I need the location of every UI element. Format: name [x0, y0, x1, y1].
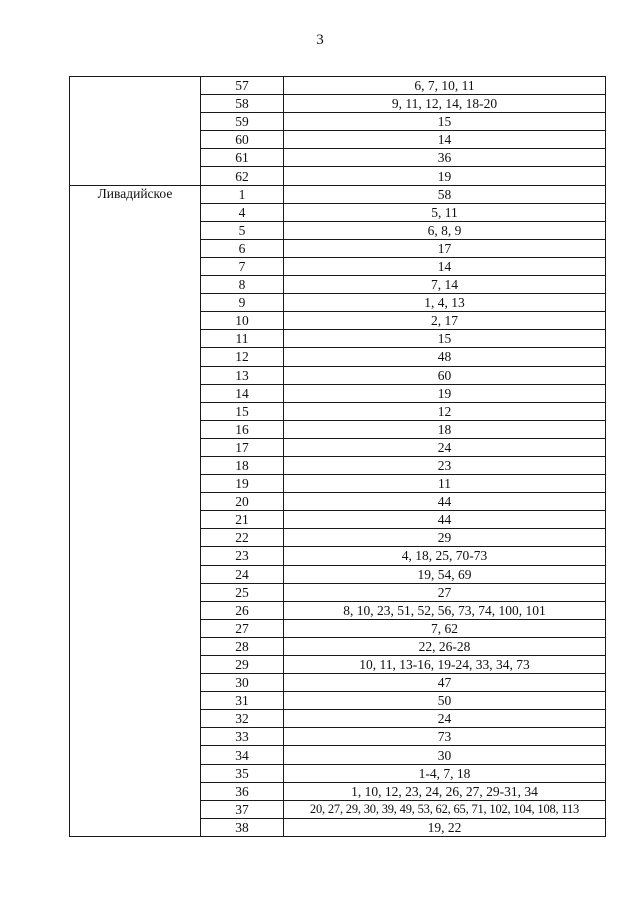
- plot-numbers-cell: 36: [284, 149, 606, 167]
- plot-numbers-cell: 14: [284, 131, 606, 149]
- quarter-number-cell: 57: [201, 77, 284, 95]
- plot-numbers-cell: 22, 26-28: [284, 637, 606, 655]
- quarter-number-cell: 24: [201, 565, 284, 583]
- quarter-number-cell: 60: [201, 131, 284, 149]
- quarter-number-cell: 37: [201, 800, 284, 818]
- plot-numbers-cell: 30: [284, 746, 606, 764]
- quarter-number-cell: 20: [201, 493, 284, 511]
- quarter-number-cell: 5: [201, 221, 284, 239]
- quarter-number-cell: 35: [201, 764, 284, 782]
- plot-numbers-cell: 44: [284, 511, 606, 529]
- plot-numbers-cell: 23: [284, 456, 606, 474]
- plot-numbers-cell: 6, 8, 9: [284, 221, 606, 239]
- plot-numbers-cell: 9, 11, 12, 14, 18-20: [284, 95, 606, 113]
- quarter-number-cell: 25: [201, 583, 284, 601]
- plot-numbers-cell: 60: [284, 366, 606, 384]
- quarter-number-cell: 29: [201, 656, 284, 674]
- plot-numbers-cell: 48: [284, 348, 606, 366]
- quarter-number-cell: 10: [201, 312, 284, 330]
- page-number: 3: [316, 32, 324, 48]
- plot-numbers-cell: 18: [284, 420, 606, 438]
- forestry-area-cell: [70, 77, 201, 186]
- quarter-number-cell: 8: [201, 276, 284, 294]
- quarter-number-cell: 58: [201, 95, 284, 113]
- plot-numbers-cell: 19, 54, 69: [284, 565, 606, 583]
- quarter-number-cell: 32: [201, 710, 284, 728]
- quarter-number-cell: 18: [201, 456, 284, 474]
- quarter-number-cell: 28: [201, 637, 284, 655]
- quarter-number-cell: 61: [201, 149, 284, 167]
- plot-numbers-cell: 15: [284, 113, 606, 131]
- quarter-number-cell: 21: [201, 511, 284, 529]
- quarter-number-cell: 26: [201, 601, 284, 619]
- quarter-number-cell: 19: [201, 475, 284, 493]
- plot-numbers-cell: 15: [284, 330, 606, 348]
- quarter-number-cell: 22: [201, 529, 284, 547]
- plot-numbers-cell: 19, 22: [284, 818, 606, 836]
- plot-numbers-cell: 4, 18, 25, 70-73: [284, 547, 606, 565]
- quarter-number-cell: 16: [201, 420, 284, 438]
- plot-numbers-cell: 7, 62: [284, 619, 606, 637]
- plot-numbers-cell: 10, 11, 13-16, 19-24, 33, 34, 73: [284, 656, 606, 674]
- plot-numbers-cell: 7, 14: [284, 276, 606, 294]
- quarter-number-cell: 59: [201, 113, 284, 131]
- quarter-number-cell: 14: [201, 384, 284, 402]
- plot-numbers-cell: 58: [284, 185, 606, 203]
- quarter-number-cell: 30: [201, 674, 284, 692]
- quarter-number-cell: 15: [201, 402, 284, 420]
- plot-numbers-cell: 14: [284, 257, 606, 275]
- table-row: [70, 77, 606, 95]
- quarter-number-cell: 7: [201, 257, 284, 275]
- quarter-number-cell: 34: [201, 746, 284, 764]
- plot-numbers-cell: 29: [284, 529, 606, 547]
- quarter-number-cell: 23: [201, 547, 284, 565]
- plot-numbers-cell: 1-4, 7, 18: [284, 764, 606, 782]
- quarter-number-cell: 6: [201, 239, 284, 257]
- plot-numbers-cell: 11: [284, 475, 606, 493]
- quarter-number-cell: 12: [201, 348, 284, 366]
- forestry-area-cell: Ливадийское: [70, 185, 201, 836]
- plot-numbers-cell: 24: [284, 710, 606, 728]
- quarter-number-cell: 27: [201, 619, 284, 637]
- plot-numbers-cell: 73: [284, 728, 606, 746]
- quarter-number-cell: 17: [201, 438, 284, 456]
- quarter-number-cell: 31: [201, 692, 284, 710]
- quarter-number-cell: 4: [201, 203, 284, 221]
- plot-numbers-cell: 1, 4, 13: [284, 294, 606, 312]
- plot-numbers-cell: 27: [284, 583, 606, 601]
- plot-numbers-cell: 50: [284, 692, 606, 710]
- plot-numbers-cell: 1, 10, 12, 23, 24, 26, 27, 29-31, 34: [284, 782, 606, 800]
- plots-table: [69, 76, 606, 837]
- quarter-number-cell: 1: [201, 185, 284, 203]
- table-row: [70, 185, 606, 203]
- quarter-number-cell: 36: [201, 782, 284, 800]
- plot-numbers-cell: 17: [284, 239, 606, 257]
- plot-numbers-cell: 12: [284, 402, 606, 420]
- quarter-number-cell: 62: [201, 167, 284, 185]
- plot-numbers-cell: 24: [284, 438, 606, 456]
- plot-numbers-cell: 20, 27, 29, 30, 39, 49, 53, 62, 65, 71, 102, 104, 108, 113: [284, 800, 606, 818]
- quarter-number-cell: 38: [201, 818, 284, 836]
- quarter-number-cell: 13: [201, 366, 284, 384]
- quarter-number-cell: 33: [201, 728, 284, 746]
- plot-numbers-cell: 5, 11: [284, 203, 606, 221]
- plot-numbers-cell: 19: [284, 384, 606, 402]
- plot-numbers-cell: 6, 7, 10, 11: [284, 77, 606, 95]
- plots-table-body: [70, 77, 606, 837]
- plot-numbers-cell: 44: [284, 493, 606, 511]
- plot-numbers-cell: 19: [284, 167, 606, 185]
- plot-numbers-cell: 2, 17: [284, 312, 606, 330]
- quarter-number-cell: 9: [201, 294, 284, 312]
- quarter-number-cell: 11: [201, 330, 284, 348]
- plot-numbers-cell: 8, 10, 23, 51, 52, 56, 73, 74, 100, 101: [284, 601, 606, 619]
- plot-numbers-cell: 47: [284, 674, 606, 692]
